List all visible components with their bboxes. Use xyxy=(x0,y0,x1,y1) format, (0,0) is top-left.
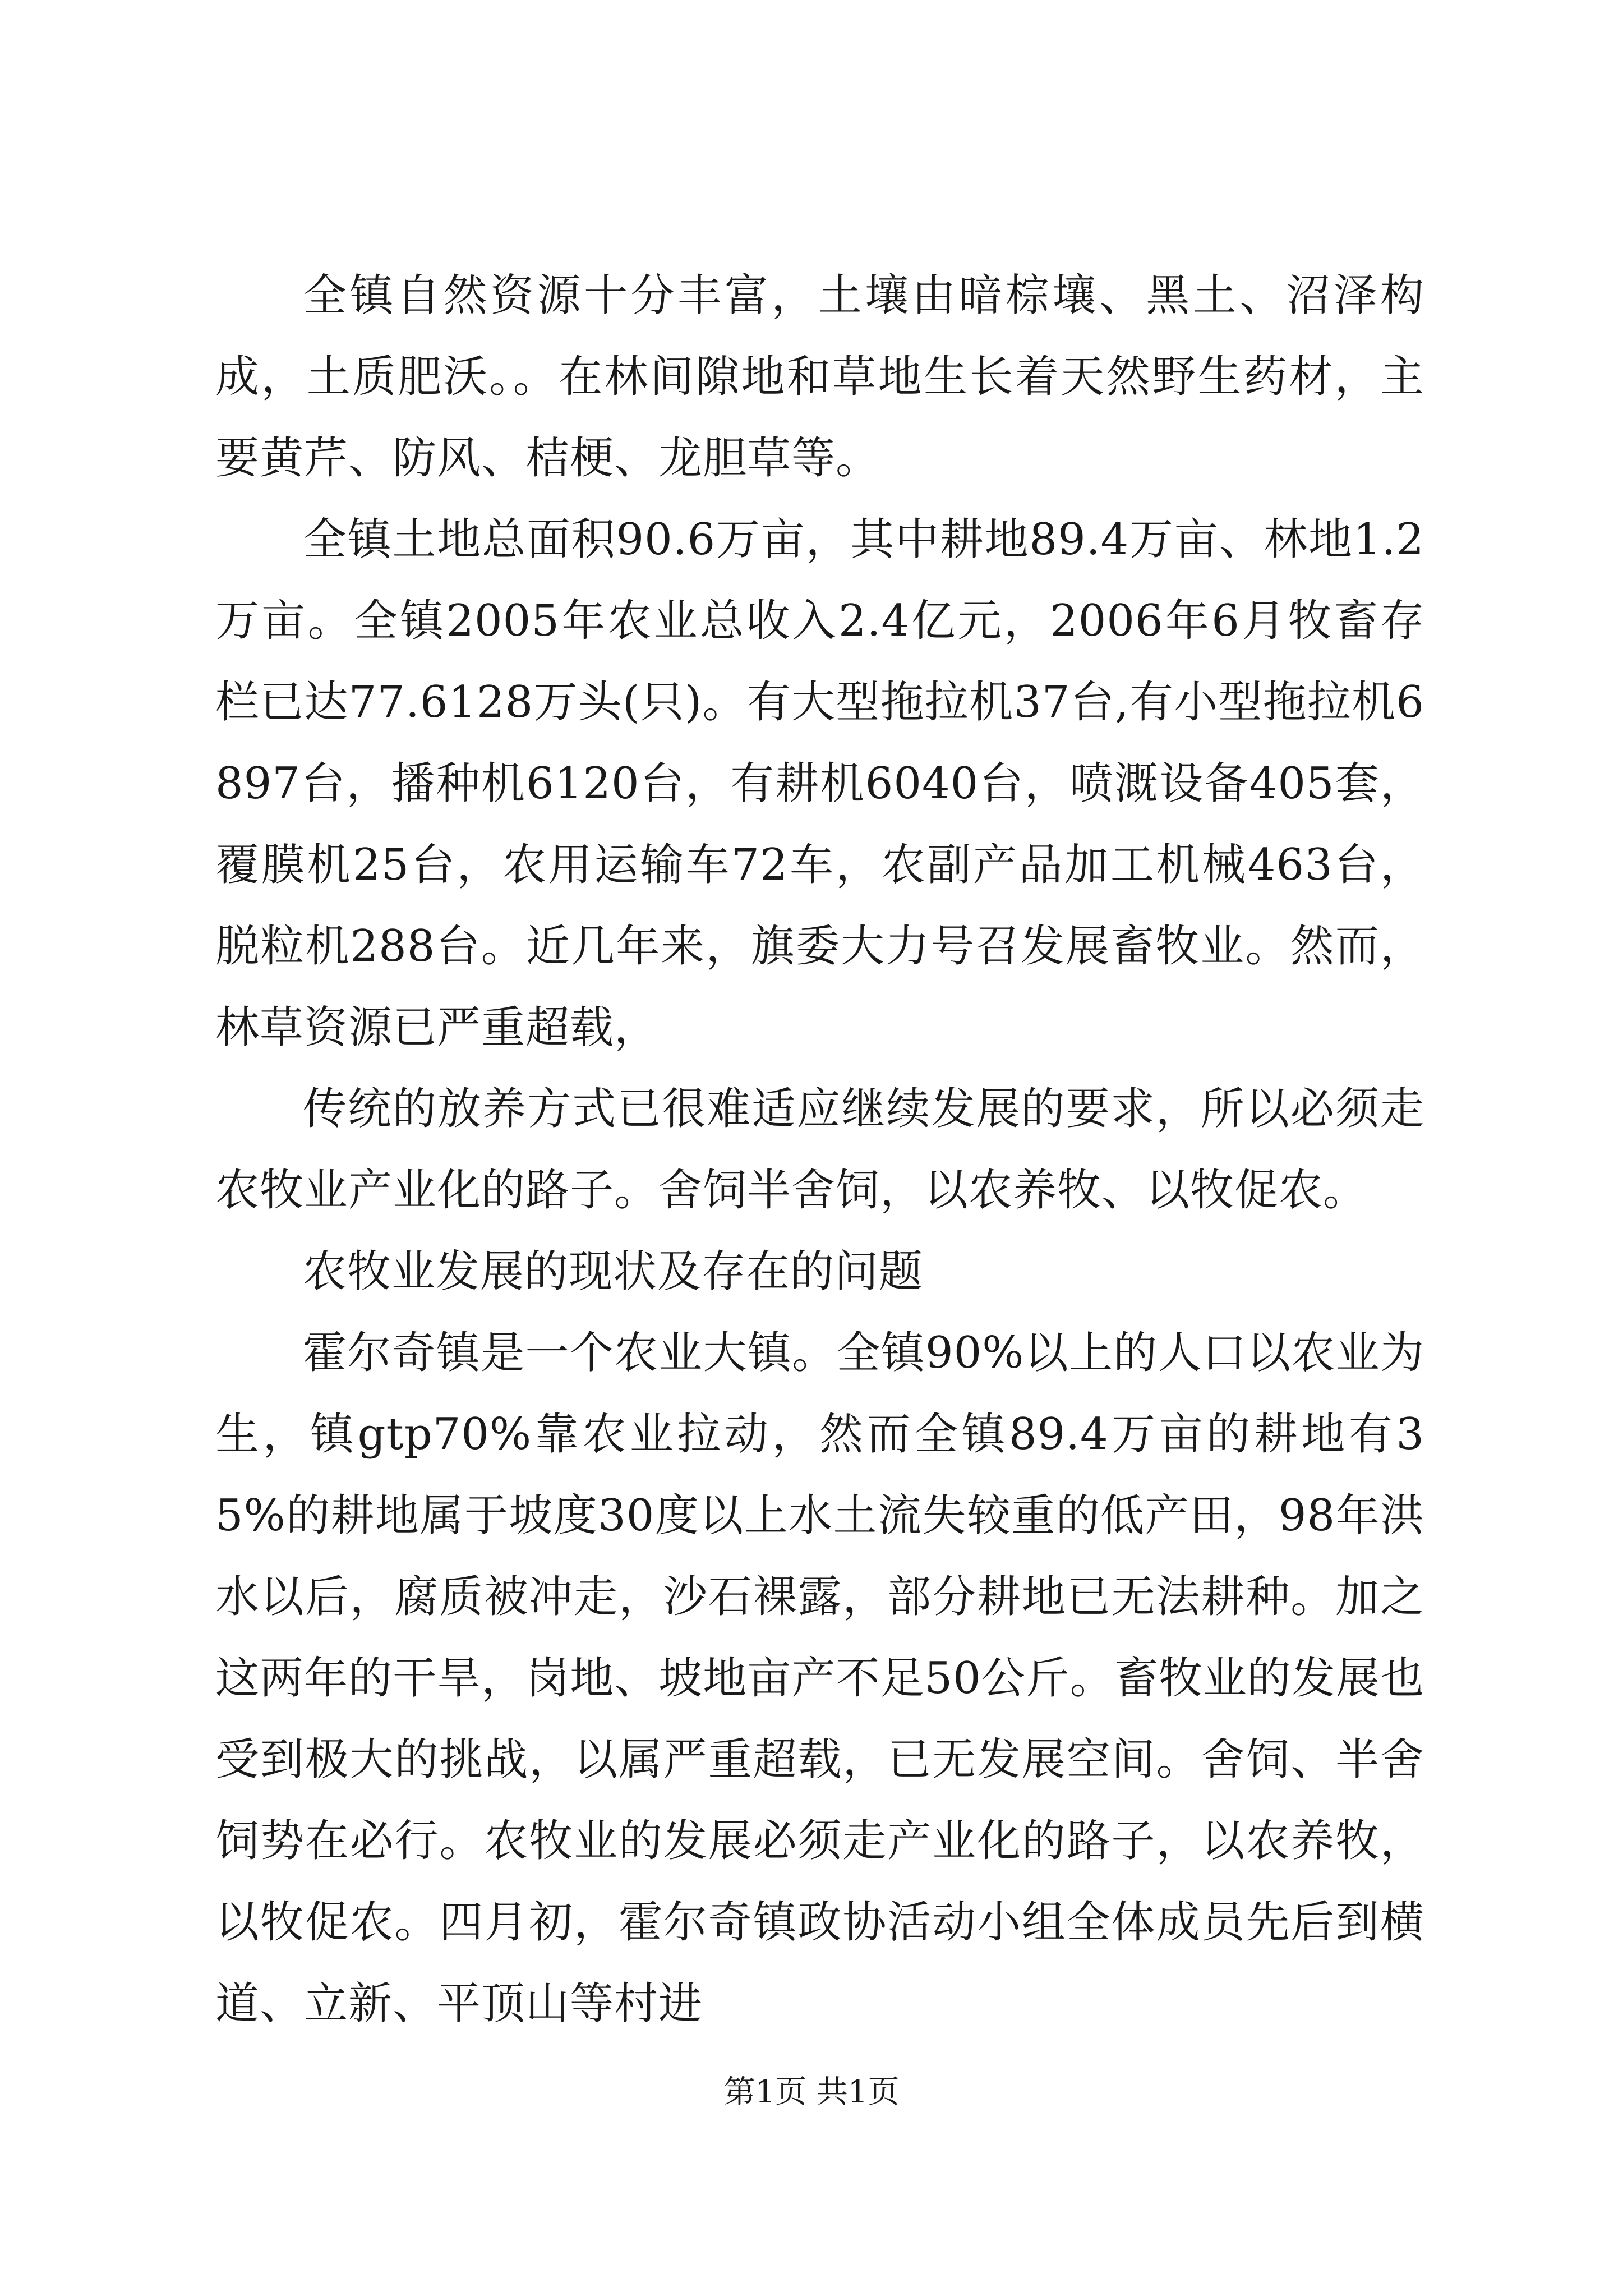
paragraph-traditional-grazing: 传统的放养方式已很难适应继续发展的要求，所以必须走农牧业产业化的路子。舍饲半舍饲，以农养牧、以牧促农。 xyxy=(215,1084,1424,1216)
paragraph-natural-resources: 全镇自然资源十分丰富，土壤由暗棕壤、黑土、沼泽构成，土质肥沃。。在林间隙地和草地生长着天然野生药材，主要黄芹、防风、桔梗、龙胆草等。 xyxy=(215,270,1424,484)
paragraph-current-status: 霍尔奇镇是一个农业大镇。全镇90%以上的人口以农业为生，镇gtp70%靠农业拉动，然而全镇89.4万亩的耕地有35%的耕地属于坡度30度以上水土流失较重的低产田，98年洪水以后，腐质被冲走，沙石裸露，部分耕地已无法耕种。加之这两年的干旱，岗地、坡地亩产不足50公斤。畜牧业的发展也受到极大的挑战，以属严重超载，已无发展空间。舍饲、半舍饲势在必行。农牧业的发展必须走产业化的路子，以农养牧，以牧促农。四月初，霍尔奇镇政协活动小组全体成员先后到横道、立新、平顶山等村进 xyxy=(215,1328,1424,2029)
section-heading: 农牧业发展的现状及存在的问题 xyxy=(303,1246,924,1297)
document-body xyxy=(215,255,1424,2045)
page-footer: 第1页 共1页 xyxy=(723,2074,900,2110)
paragraph-land-statistics: 全镇土地总面积90.6万亩，其中耕地89.4万亩、林地1.2万亩。全镇2005年农业总收入2.4亿元，2006年6月牧畜存栏已达77.6128万头(只)。有大型拖拉机37台,有小型拖拉机6897台，播种机6120台，有耕机6040台，喷溉设备405套，覆膜机25台，农用运输车72车，农副产品加工机械463台，脱粒机288台。近几年来，旗委大力号召发展畜牧业。然而，林草资源已严重超载， xyxy=(215,514,1424,1053)
